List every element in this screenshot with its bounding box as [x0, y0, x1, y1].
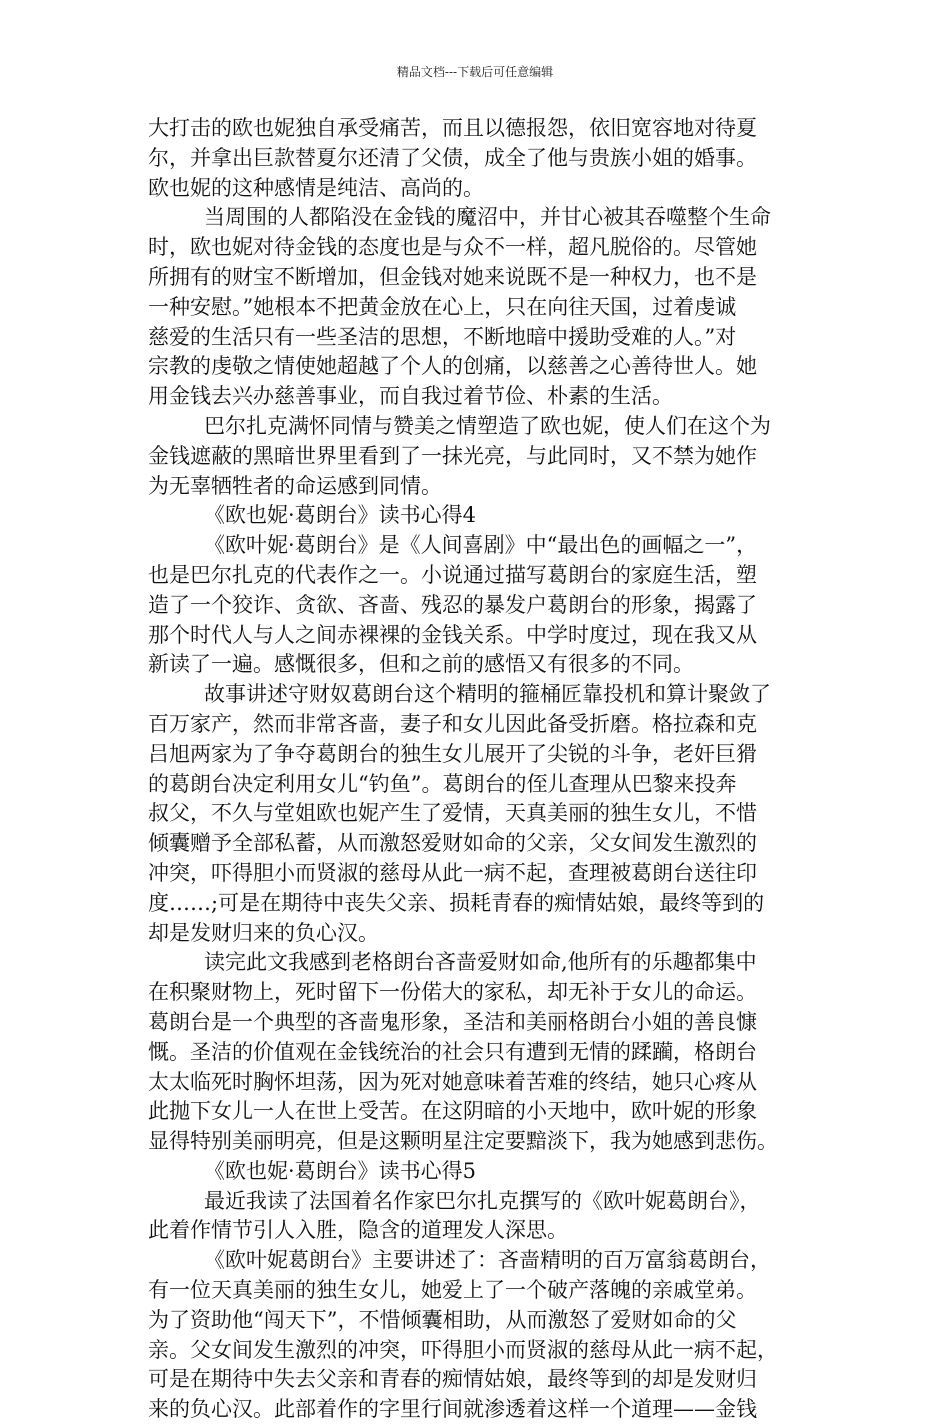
text-line: 时，欧也妮对待金钱的态度也是与众不一样，超凡脱俗的。尽管她 — [148, 235, 757, 260]
text-line: 大打击的欧也妮独自承受痛苦，而且以德报怨，依旧宽容地对待夏 — [148, 116, 757, 140]
text-line: 度……;可是在期待中丧失父亲、损耗青春的痴情姑娘，最终等到的 — [148, 890, 765, 915]
text-line: 金钱遮蔽的黑暗世界里看到了一抹光亮，与此同时，又不禁为她作 — [148, 443, 757, 468]
document-body — [148, 114, 808, 1425]
text-line: 新读了一遍。感慨很多，但和之前的感悟又有很多的不同。 — [148, 652, 694, 677]
text-line: 葛朗台是一个典型的吝啬鬼形象，圣洁和美丽格朗台小姐的善良慷 — [148, 1009, 757, 1034]
text-line: 亲。父女间发生激烈的冲突，吓得胆小而贤淑的慈母从此一病不起， — [148, 1337, 778, 1362]
text-line: 当周围的人都陷没在金钱的魔沼中，并甘心被其吞噬整个生命 — [204, 205, 771, 230]
text-line: 却是发财归来的负心汉。 — [148, 920, 379, 945]
text-line: 所拥有的财宝不断增加，但金钱对她来说既不是一种权力，也不是 — [148, 264, 757, 289]
text-line: 为了资助他“闯天下”，不惜倾囊相助，从而激怒了爱财如命的父 — [148, 1307, 737, 1332]
text-line: 尔，并拿出巨款替夏尔还清了父债，成全了他与贵族小姐的婚事。 — [148, 145, 757, 170]
text-line: 来的负心汉。此部着作的字里行间就渗透着这样一个道理——金钱 — [148, 1397, 757, 1422]
text-line: 用金钱去兴办慈善事业，而自我过着节俭、朴素的生活。 — [148, 384, 673, 409]
text-line: 显得特别美丽明亮，但是这颗明星注定要黯淡下，我为她感到悲伤。 — [148, 1129, 778, 1154]
text-line: 慈爱的生活只有一些圣洁的思想，不断地暗中援助受难的人。”对 — [148, 324, 737, 349]
text-line: 此着作情节引人入胜，隐含的道理发人深思。 — [148, 1218, 568, 1243]
text-line: 《欧叶妮·葛朗台》是《人间喜剧》中“最出色的画幅之一”， — [204, 533, 758, 558]
text-line: 《欧也妮·葛朗台》读书心得5 — [204, 1158, 477, 1183]
text-line: 最近我读了法国着名作家巴尔扎克撰写的《欧叶妮葛朗台》， — [204, 1188, 761, 1213]
text-line: 故事讲述守财奴葛朗台这个精明的箍桶匠靠投机和算计聚敛了 — [204, 682, 771, 707]
text-line: 吕旭两家为了争夺葛朗台的独生女儿展开了尖锐的斗争，老奸巨猾 — [148, 741, 757, 766]
text-line: 巴尔扎克满怀同情与赞美之情塑造了欧也妮，使人们在这个为 — [204, 413, 771, 438]
text-line: 欧也妮的这种感情是纯洁、高尚的。 — [148, 175, 484, 200]
text-line: 百万家产，然而非常吝啬，妻子和女儿因此备受折磨。格拉森和克 — [148, 711, 757, 736]
text-line: 一种安慰。”她根本不把黄金放在心上，只在向往天国，过着虔诚 — [148, 294, 737, 319]
text-line: 那个时代人与人之间赤裸裸的金钱关系。中学时度过，现在我又从 — [148, 622, 757, 647]
page-header: 精品文档---下载后可任意编辑 — [396, 65, 554, 79]
text-line: 宗教的虔敬之情使她超越了个人的创痛，以慈善之心善待世人。她 — [148, 354, 757, 379]
text-line: 叔父，不久与堂姐欧也妮产生了爱情，天真美丽的独生女儿，不惜 — [148, 801, 757, 826]
text-line: 此抛下女儿一人在世上受苦。在这阴暗的小天地中，欧叶妮的形象 — [148, 1099, 757, 1124]
text-line: 可是在期待中失去父亲和青春的痴情姑娘，最终等到的却是发财归 — [148, 1367, 757, 1392]
text-line: 有一位天真美丽的独生女儿，她爱上了一个破产落魄的亲戚堂弟。 — [148, 1278, 757, 1303]
text-line: 慨。圣洁的价值观在金钱统治的社会只有遭到无情的蹂躏，格朗台 — [148, 1039, 757, 1064]
text-line: 读完此文我感到老格朗台吝啬爱财如命,他所有的乐趣都集中 — [204, 950, 757, 975]
text-line: 在积聚财物上，死时留下一份偌大的家私，却无补于女儿的命运。 — [148, 980, 757, 1005]
text-line: 也是巴尔扎克的代表作之一。小说通过描写葛朗台的家庭生活，塑 — [148, 562, 757, 587]
text-line: 《欧也妮·葛朗台》读书心得4 — [204, 503, 477, 528]
text-line: 造了一个狡诈、贪欲、吝啬、残忍的暴发户葛朗台的形象，揭露了 — [148, 592, 757, 617]
text-line: 太太临死时胸怀坦荡，因为死对她意味着苦难的终结，她只心疼从 — [148, 1069, 757, 1094]
text-line: 冲突，吓得胆小而贤淑的慈母从此一病不起，查理被葛朗台送往印 — [148, 860, 757, 885]
text-line: 为无辜牺牲者的命运感到同情。 — [148, 473, 442, 498]
text-line: 倾囊赠予全部私蓄，从而激怒爱财如命的父亲，父女间发生激烈的 — [148, 831, 757, 856]
text-line: 《欧叶妮葛朗台》主要讲述了：吝啬精明的百万富翁葛朗台， — [204, 1248, 771, 1273]
text-line: 的葛朗台决定利用女儿“钓鱼”。葛朗台的侄儿查理从巴黎来投奔 — [148, 771, 737, 796]
